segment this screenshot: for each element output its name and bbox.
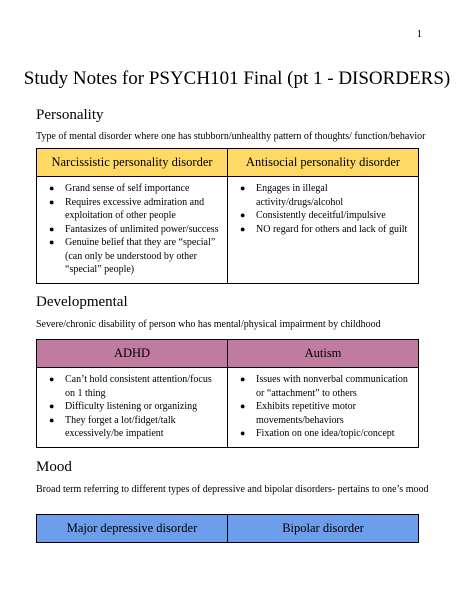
bullet-icon: ● bbox=[49, 183, 55, 193]
mood-table bbox=[36, 514, 419, 543]
narcissistic-traits-cell bbox=[37, 177, 228, 284]
list-item: ● Issues with nonverbal communication or “attachment” to others bbox=[240, 374, 408, 399]
page-number: 1 bbox=[416, 28, 422, 40]
bullet-icon: ● bbox=[49, 237, 55, 247]
section-heading-personality: Personality bbox=[36, 107, 104, 123]
personality-table bbox=[36, 148, 419, 284]
list-item: ● Requires excessive admiration and exploitation of other people bbox=[49, 196, 205, 221]
table-header-antisocial: Antisocial personality disorder bbox=[228, 149, 419, 177]
list-item: ● Fixation on one idea/topic/concept bbox=[240, 428, 395, 439]
list-item: ● Exhibits repetitive motor movements/behaviors bbox=[240, 401, 356, 426]
table-header-adhd: ADHD bbox=[37, 340, 228, 368]
list-item: ● Engages in illegal activity/drugs/alcohol bbox=[240, 183, 344, 208]
adhd-traits-cell bbox=[37, 368, 228, 448]
narcissistic-traits-list bbox=[43, 182, 221, 277]
bullet-icon: ● bbox=[240, 210, 246, 220]
list-item: ● Fantasizes of unlimited power/success bbox=[49, 223, 219, 235]
list-item: ● Consistently deceitful/impulsive bbox=[240, 210, 386, 221]
bullet-icon: ● bbox=[240, 223, 246, 234]
list-item: ● Genuine belief that they are “special” (can only be understood by other “special” people) bbox=[49, 237, 216, 275]
section-description-mood: Broad term referring to different types of depressive and bipolar disorders- pertains to one’s mood bbox=[36, 484, 429, 495]
bullet-icon: ● bbox=[49, 401, 55, 411]
bullet-icon: ● bbox=[240, 428, 246, 438]
list-item: ● Difficulty listening or organizing bbox=[49, 401, 198, 412]
bullet-icon: ● bbox=[49, 223, 55, 234]
table-header-bipolar: Bipolar disorder bbox=[228, 515, 419, 543]
list-item: ● Grand sense of self importance bbox=[49, 183, 190, 194]
section-description-personality: Type of mental disorder where one has stubborn/unhealthy pattern of thoughts/ function/behavior bbox=[36, 131, 426, 142]
list-item: ● They forget a lot/fidget/talk excessively/be impatient bbox=[49, 414, 176, 439]
bullet-icon: ● bbox=[49, 374, 55, 384]
bullet-icon: ● bbox=[240, 374, 246, 384]
table-header-autism: Autism bbox=[228, 340, 419, 368]
autism-traits-list bbox=[234, 373, 412, 441]
section-description-developmental: Severe/chronic disability of person who has mental/physical impairment by childhood bbox=[36, 319, 381, 330]
bullet-icon: ● bbox=[240, 183, 246, 193]
antisocial-traits-list bbox=[234, 182, 412, 236]
list-item: ● Can’t hold consistent attention/focus on 1 thing bbox=[49, 374, 212, 399]
adhd-traits-list bbox=[43, 373, 221, 441]
section-heading-developmental: Developmental bbox=[36, 294, 128, 310]
table-header-major-depressive: Major depressive disorder bbox=[37, 515, 228, 543]
autism-traits-cell bbox=[228, 368, 419, 448]
developmental-table bbox=[36, 339, 419, 448]
bullet-icon: ● bbox=[49, 414, 55, 425]
bullet-icon: ● bbox=[49, 196, 55, 207]
section-heading-mood: Mood bbox=[36, 459, 72, 475]
document-title: Study Notes for PSYCH101 Final (pt 1 - DISORDERS) bbox=[23, 68, 451, 89]
table-header-narcissistic: Narcissistic personality disorder bbox=[37, 149, 228, 177]
bullet-icon: ● bbox=[240, 401, 246, 411]
antisocial-traits-cell bbox=[228, 177, 419, 284]
list-item: ● NO regard for others and lack of guilt bbox=[240, 223, 408, 235]
